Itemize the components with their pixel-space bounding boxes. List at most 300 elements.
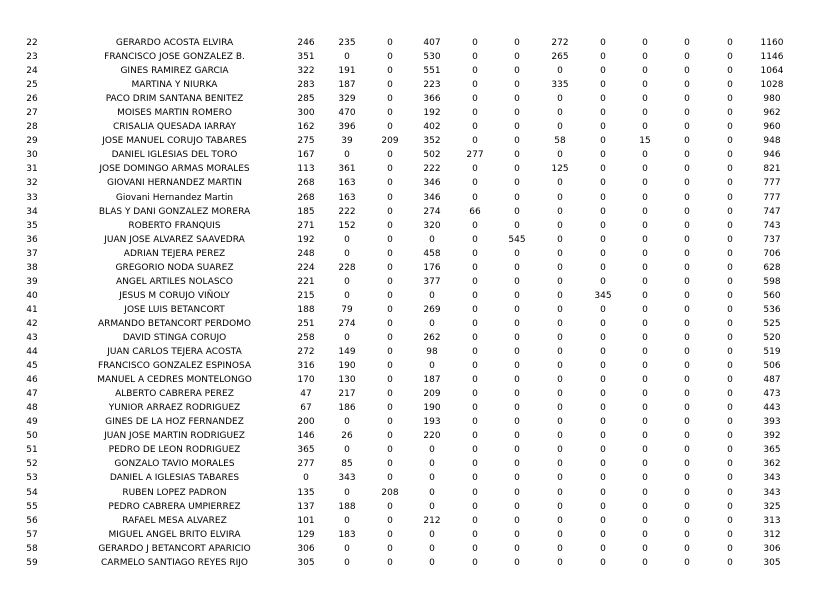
score-cell: 0: [429, 459, 435, 470]
score-cell: 352: [423, 136, 441, 147]
score-cell: 320: [423, 220, 441, 231]
rank-cell: 29: [26, 136, 38, 147]
table-row: [0, 134, 820, 148]
score-cell: 396: [338, 122, 356, 133]
table-row: [0, 542, 820, 556]
total-cell: 1146: [760, 52, 784, 63]
score-cell: 0: [557, 178, 563, 189]
score-cell: 269: [423, 304, 441, 315]
score-cell: 183: [338, 529, 356, 540]
score-cell: 0: [472, 515, 478, 526]
total-cell: 306: [763, 543, 781, 554]
score-cell: 0: [514, 276, 520, 287]
rank-cell: 32: [26, 178, 38, 189]
score-cell: 0: [684, 178, 690, 189]
score-cell: 0: [600, 80, 606, 91]
score-cell: 0: [472, 248, 478, 259]
score-cell: 0: [514, 445, 520, 456]
score-cell: 407: [423, 38, 441, 48]
score-cell: 0: [514, 403, 520, 414]
score-cell: 0: [600, 332, 606, 343]
score-cell: 0: [514, 431, 520, 442]
ranking-table: [0, 36, 820, 570]
score-cell: 0: [684, 164, 690, 175]
score-cell: 0: [684, 38, 690, 48]
score-cell: 222: [338, 206, 356, 217]
score-cell: 0: [727, 38, 733, 48]
score-cell: 0: [514, 318, 520, 329]
score-cell: 0: [472, 66, 478, 77]
score-cell: 0: [642, 122, 648, 133]
score-cell: 0: [472, 38, 478, 48]
score-cell: 0: [600, 220, 606, 231]
score-cell: 235: [338, 38, 356, 48]
table-row: [0, 528, 820, 542]
score-cell: 0: [642, 347, 648, 358]
score-cell: 0: [600, 389, 606, 400]
score-cell: 222: [423, 164, 441, 175]
score-cell: 0: [727, 66, 733, 77]
rank-cell: 42: [26, 318, 38, 329]
score-cell: 170: [297, 375, 315, 386]
total-cell: 443: [763, 403, 781, 414]
name-cell: JUAN CARLOS TEJERA ACOSTA: [107, 347, 242, 358]
score-cell: 146: [297, 431, 315, 442]
score-cell: 0: [642, 403, 648, 414]
score-cell: 0: [727, 192, 733, 203]
score-cell: 0: [557, 332, 563, 343]
score-cell: 0: [472, 52, 478, 63]
score-cell: 0: [472, 445, 478, 456]
score-cell: 0: [600, 417, 606, 428]
score-cell: 0: [514, 122, 520, 133]
score-cell: 0: [514, 529, 520, 540]
total-cell: 1028: [760, 80, 784, 91]
score-cell: 0: [514, 52, 520, 63]
name-cell: RUBEN LOPEZ PADRON: [122, 487, 227, 498]
score-cell: 0: [557, 445, 563, 456]
name-cell: MOISES MARTIN ROMERO: [117, 108, 232, 119]
score-cell: 365: [297, 445, 315, 456]
score-cell: 0: [557, 150, 563, 161]
score-cell: 0: [727, 417, 733, 428]
score-cell: 0: [514, 38, 520, 48]
score-cell: 0: [557, 473, 563, 484]
score-cell: 0: [472, 122, 478, 133]
name-cell: PEDRO CABRERA UMPIERREZ: [108, 501, 241, 512]
table-row: [0, 36, 820, 50]
rank-cell: 33: [26, 192, 38, 203]
score-cell: 0: [344, 290, 350, 301]
score-cell: 0: [387, 262, 393, 273]
score-cell: 0: [514, 220, 520, 231]
score-cell: 345: [594, 290, 612, 301]
score-cell: 0: [557, 122, 563, 133]
score-cell: 0: [727, 276, 733, 287]
rank-cell: 47: [26, 389, 38, 400]
score-cell: 0: [642, 220, 648, 231]
score-cell: 0: [514, 66, 520, 77]
table-row: [0, 247, 820, 261]
score-cell: 191: [338, 66, 356, 77]
score-cell: 0: [557, 543, 563, 554]
rank-cell: 55: [26, 501, 38, 512]
score-cell: 187: [338, 80, 356, 91]
score-cell: 285: [297, 94, 315, 105]
score-cell: 0: [514, 487, 520, 498]
score-cell: 0: [387, 234, 393, 245]
score-cell: 188: [338, 501, 356, 512]
score-cell: 0: [684, 206, 690, 217]
score-cell: 0: [557, 276, 563, 287]
table-row: [0, 162, 820, 176]
score-cell: 0: [387, 276, 393, 287]
score-cell: 265: [551, 52, 569, 63]
score-cell: 0: [557, 375, 563, 386]
score-cell: 0: [429, 501, 435, 512]
total-cell: 313: [763, 515, 781, 526]
total-cell: 343: [763, 473, 781, 484]
score-cell: 470: [338, 108, 356, 119]
score-cell: 0: [344, 234, 350, 245]
score-cell: 268: [297, 192, 315, 203]
score-cell: 0: [514, 290, 520, 301]
score-cell: 0: [642, 304, 648, 315]
score-cell: 0: [600, 206, 606, 217]
score-cell: 271: [297, 220, 315, 231]
score-cell: 0: [472, 501, 478, 512]
score-cell: 26: [341, 431, 353, 442]
score-cell: 0: [600, 318, 606, 329]
score-cell: 0: [727, 248, 733, 259]
score-cell: 0: [514, 459, 520, 470]
score-cell: 79: [341, 304, 353, 315]
score-cell: 0: [387, 557, 393, 568]
score-cell: 0: [642, 473, 648, 484]
score-cell: 0: [344, 150, 350, 161]
score-cell: 0: [642, 459, 648, 470]
score-cell: 0: [557, 347, 563, 358]
score-cell: 0: [472, 459, 478, 470]
score-cell: 502: [423, 150, 441, 161]
total-cell: 980: [763, 94, 781, 105]
score-cell: 0: [600, 66, 606, 77]
score-cell: 0: [600, 403, 606, 414]
score-cell: 0: [600, 459, 606, 470]
score-cell: 0: [727, 501, 733, 512]
rank-cell: 53: [26, 473, 38, 484]
score-cell: 221: [297, 276, 315, 287]
score-cell: 0: [472, 487, 478, 498]
score-cell: 0: [514, 94, 520, 105]
score-cell: 0: [684, 276, 690, 287]
score-cell: 0: [429, 234, 435, 245]
score-cell: 0: [600, 262, 606, 273]
score-cell: 0: [514, 136, 520, 147]
score-cell: 0: [727, 459, 733, 470]
score-cell: 0: [600, 122, 606, 133]
score-cell: 0: [727, 206, 733, 217]
score-cell: 0: [472, 108, 478, 119]
score-cell: 0: [557, 529, 563, 540]
score-cell: 0: [472, 178, 478, 189]
score-cell: 0: [600, 445, 606, 456]
score-cell: 0: [387, 220, 393, 231]
total-cell: 312: [763, 529, 781, 540]
score-cell: 0: [727, 515, 733, 526]
score-cell: 272: [551, 38, 569, 48]
score-cell: 192: [297, 234, 315, 245]
name-cell: FRANCISCO JOSE GONZALEZ B.: [104, 52, 245, 63]
score-cell: 0: [642, 375, 648, 386]
name-cell: GERARDO J BETANCORT APARICIO: [98, 543, 251, 554]
score-cell: 0: [387, 332, 393, 343]
score-cell: 0: [557, 206, 563, 217]
rank-cell: 39: [26, 276, 38, 287]
score-cell: 0: [472, 403, 478, 414]
score-cell: 0: [387, 459, 393, 470]
score-cell: 0: [600, 487, 606, 498]
score-cell: 66: [469, 206, 481, 217]
score-cell: 47: [300, 389, 312, 400]
score-cell: 0: [684, 94, 690, 105]
score-cell: 0: [642, 80, 648, 91]
score-cell: 125: [551, 164, 569, 175]
score-cell: 0: [600, 192, 606, 203]
rank-cell: 52: [26, 459, 38, 470]
total-cell: 325: [763, 501, 781, 512]
table-row: [0, 303, 820, 317]
score-cell: 0: [387, 417, 393, 428]
score-cell: 0: [600, 361, 606, 372]
rank-cell: 22: [26, 38, 38, 48]
score-cell: 283: [297, 80, 315, 91]
score-cell: 0: [514, 557, 520, 568]
score-cell: 228: [338, 262, 356, 273]
score-cell: 0: [387, 150, 393, 161]
score-cell: 190: [423, 403, 441, 414]
score-cell: 0: [727, 304, 733, 315]
score-cell: 0: [472, 290, 478, 301]
score-cell: 0: [600, 276, 606, 287]
total-cell: 560: [763, 290, 781, 301]
score-cell: 0: [344, 248, 350, 259]
score-cell: 0: [514, 248, 520, 259]
total-cell: 628: [763, 262, 781, 273]
score-cell: 0: [600, 557, 606, 568]
score-cell: 0: [642, 529, 648, 540]
name-cell: GINES DE LA HOZ FERNANDEZ: [105, 417, 244, 428]
rank-cell: 51: [26, 445, 38, 456]
score-cell: 0: [344, 515, 350, 526]
score-cell: 0: [684, 290, 690, 301]
score-cell: 0: [684, 318, 690, 329]
score-cell: 0: [344, 332, 350, 343]
score-cell: 0: [600, 529, 606, 540]
score-cell: 0: [472, 262, 478, 273]
score-cell: 0: [684, 220, 690, 231]
score-cell: 0: [344, 52, 350, 63]
score-cell: 0: [642, 66, 648, 77]
score-cell: 0: [600, 501, 606, 512]
score-cell: 0: [514, 347, 520, 358]
score-cell: 0: [557, 108, 563, 119]
score-cell: 0: [387, 38, 393, 48]
score-cell: 0: [387, 80, 393, 91]
score-cell: 0: [727, 122, 733, 133]
name-cell: BLAS Y DANI GONZALEZ MORERA: [98, 206, 251, 217]
score-cell: 0: [684, 234, 690, 245]
score-cell: 0: [684, 473, 690, 484]
score-cell: 0: [557, 304, 563, 315]
score-cell: 0: [642, 445, 648, 456]
total-cell: 487: [763, 375, 781, 386]
score-cell: 0: [684, 150, 690, 161]
score-cell: 85: [341, 459, 353, 470]
score-cell: 0: [600, 94, 606, 105]
rank-cell: 30: [26, 150, 38, 161]
score-cell: 208: [381, 487, 399, 498]
score-cell: 137: [297, 501, 315, 512]
score-cell: 0: [727, 487, 733, 498]
score-cell: 0: [642, 290, 648, 301]
rank-cell: 59: [26, 557, 38, 568]
score-cell: 0: [387, 52, 393, 63]
table-row: [0, 471, 820, 485]
score-cell: 0: [514, 389, 520, 400]
score-cell: 0: [514, 375, 520, 386]
total-cell: 473: [763, 389, 781, 400]
score-cell: 0: [642, 417, 648, 428]
rank-cell: 37: [26, 248, 38, 259]
score-cell: 0: [514, 206, 520, 217]
score-cell: 0: [514, 178, 520, 189]
score-cell: 0: [387, 375, 393, 386]
score-cell: 0: [727, 262, 733, 273]
score-cell: 0: [557, 515, 563, 526]
score-cell: 0: [472, 318, 478, 329]
score-cell: 0: [642, 38, 648, 48]
score-cell: 209: [423, 389, 441, 400]
table-row: [0, 373, 820, 387]
score-cell: 305: [297, 557, 315, 568]
score-cell: 0: [727, 318, 733, 329]
score-cell: 0: [514, 80, 520, 91]
score-cell: 0: [387, 543, 393, 554]
table-row: [0, 191, 820, 205]
total-cell: 821: [763, 164, 781, 175]
total-cell: 962: [763, 108, 781, 119]
score-cell: 329: [338, 94, 356, 105]
score-cell: 0: [387, 473, 393, 484]
score-cell: 0: [727, 473, 733, 484]
score-cell: 217: [338, 389, 356, 400]
score-cell: 0: [472, 234, 478, 245]
score-cell: 0: [727, 178, 733, 189]
score-cell: 0: [429, 318, 435, 329]
score-cell: 0: [727, 80, 733, 91]
score-cell: 0: [344, 276, 350, 287]
score-cell: 0: [387, 403, 393, 414]
name-cell: ROBERTO FRANQUIS: [128, 220, 221, 231]
score-cell: 0: [727, 375, 733, 386]
table-row: [0, 275, 820, 289]
table-row: [0, 415, 820, 429]
score-cell: 545: [508, 234, 526, 245]
rank-cell: 43: [26, 332, 38, 343]
score-cell: 0: [557, 248, 563, 259]
score-cell: 223: [423, 80, 441, 91]
total-cell: 706: [763, 248, 781, 259]
table-row: [0, 205, 820, 219]
score-cell: 39: [341, 136, 353, 147]
score-cell: 0: [600, 108, 606, 119]
score-cell: 0: [642, 501, 648, 512]
score-cell: 277: [297, 459, 315, 470]
name-cell: MANUEL A CEDRES MONTELONGO: [97, 375, 252, 386]
score-cell: 0: [684, 543, 690, 554]
score-cell: 0: [642, 487, 648, 498]
score-cell: 0: [684, 248, 690, 259]
score-cell: 0: [642, 150, 648, 161]
score-cell: 0: [684, 361, 690, 372]
score-cell: 402: [423, 122, 441, 133]
score-cell: 0: [557, 389, 563, 400]
table-row: [0, 401, 820, 415]
score-cell: 0: [557, 262, 563, 273]
name-cell: CRISALIA QUESADA IARRAY: [112, 122, 236, 133]
score-cell: 0: [472, 276, 478, 287]
score-cell: 0: [557, 290, 563, 301]
score-cell: 0: [684, 122, 690, 133]
score-cell: 0: [684, 80, 690, 91]
total-cell: 747: [763, 206, 781, 217]
score-cell: 224: [297, 262, 315, 273]
name-cell: MIGUEL ANGEL BRITO ELVIRA: [108, 529, 241, 540]
table-row: [0, 317, 820, 331]
name-cell: JOSE DOMINGO ARMAS MORALES: [99, 164, 250, 175]
score-cell: 0: [600, 543, 606, 554]
rank-cell: 45: [26, 361, 38, 372]
name-cell: PACO DRIM SANTANA BENITEZ: [105, 94, 244, 105]
score-cell: 0: [472, 361, 478, 372]
score-cell: 186: [338, 403, 356, 414]
score-cell: 0: [684, 445, 690, 456]
score-cell: 530: [423, 52, 441, 63]
score-cell: 0: [387, 94, 393, 105]
name-cell: GERARDO ACOSTA ELVIRA: [115, 38, 234, 48]
score-cell: 0: [642, 543, 648, 554]
score-cell: 306: [297, 543, 315, 554]
score-cell: 192: [423, 108, 441, 119]
score-cell: 274: [423, 206, 441, 217]
score-cell: 0: [727, 557, 733, 568]
table-row: [0, 457, 820, 471]
name-cell: CARMELO SANTIAGO REYES RIJO: [101, 557, 248, 568]
score-cell: 275: [297, 136, 315, 147]
score-cell: 0: [684, 108, 690, 119]
score-cell: 0: [727, 347, 733, 358]
score-cell: 0: [387, 529, 393, 540]
total-cell: 520: [763, 332, 781, 343]
score-cell: 0: [684, 501, 690, 512]
score-cell: 0: [472, 417, 478, 428]
score-cell: 0: [429, 473, 435, 484]
score-cell: 0: [727, 94, 733, 105]
score-cell: 0: [387, 515, 393, 526]
rank-cell: 36: [26, 234, 38, 245]
table-row: [0, 443, 820, 457]
